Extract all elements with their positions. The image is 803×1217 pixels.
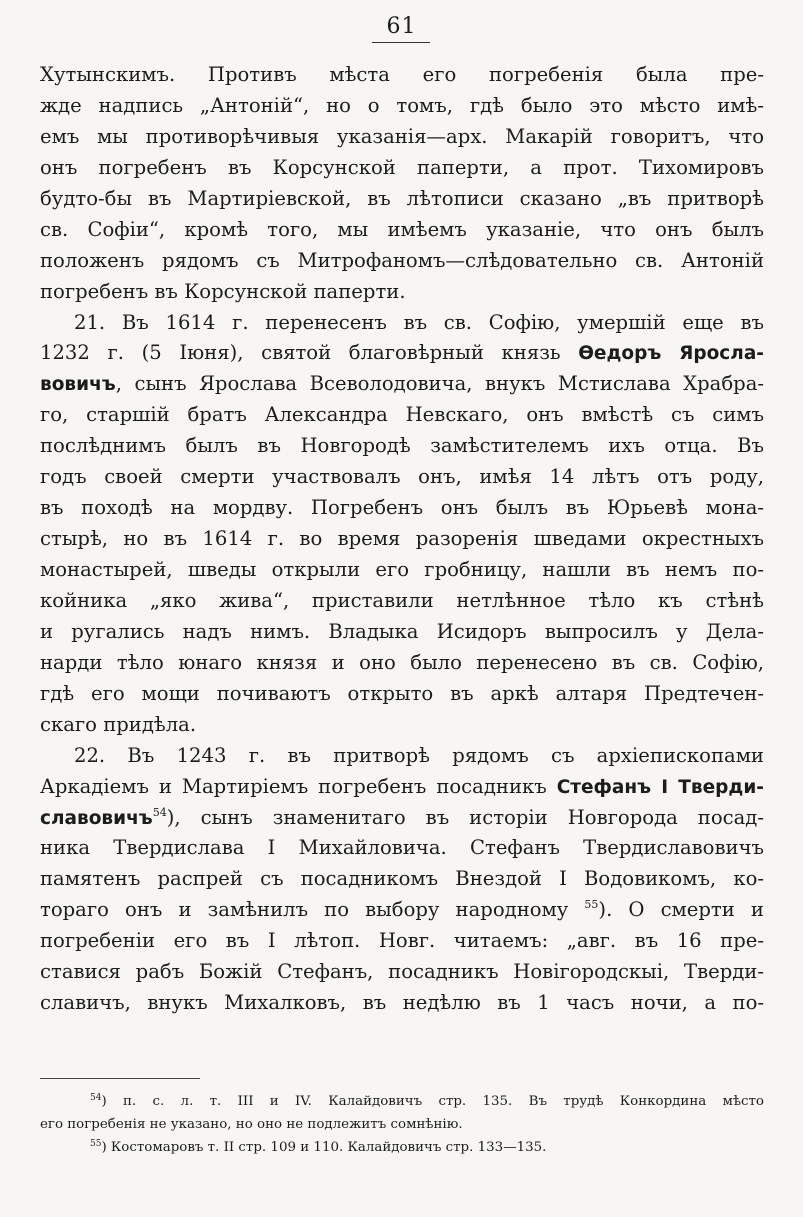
text-line: монастырей, шведы открыли его гробницу, нашли въ немъ по-	[40, 558, 764, 581]
header-rule	[372, 42, 430, 43]
text-line: Хутынскимъ. Противъ мѣста его погребенія была пре-	[40, 63, 764, 86]
text-line: стырѣ, но въ 1614 г. во время разоренія шведами окрестныхъ	[40, 527, 764, 551]
page-number: 61	[386, 14, 417, 39]
person-name-bold: Ѳедоръ Яросла-	[578, 343, 764, 365]
footnote-54	[40, 1090, 764, 1113]
text-line: св. Софіи“, кромѣ того, мы имѣемъ указаніе, что онъ былъ	[40, 217, 764, 241]
footnotes	[40, 1090, 764, 1159]
text-line: гдѣ его мощи почиваютъ открыто въ аркѣ алтаря Предтечен-	[40, 681, 764, 705]
body-text	[40, 60, 764, 1019]
text-line: славичъ, внукъ Михалковъ, въ недѣлю въ 1 часъ ночи, а по-	[40, 991, 764, 1015]
person-name-bold: вовичъ	[40, 374, 116, 396]
person-name-bold: Стефанъ I Тверди-	[556, 776, 764, 798]
text-line: 22. Въ 1243 г. въ притворѣ рядомъ съ архіепископами	[74, 743, 764, 767]
text-line: койника „яко жива“, приставили нетлѣнное тѣло къ стѣнѣ	[40, 588, 764, 612]
footnote-54-cont: его погребенія не указано, но оно не подлежитъ сомнѣнію.	[40, 1117, 463, 1132]
text-line: жде надпись „Антоній“, но о томъ, гдѣ было это мѣсто имѣ-	[40, 93, 764, 117]
footnote-ref[interactable]: 54	[152, 805, 167, 819]
text-line: 21. Въ 1614 г. перенесенъ въ св. Софію, умершій еще въ	[74, 310, 764, 334]
text-segment: тораго онъ и замѣнилъ по выбору народному	[40, 898, 585, 922]
text-line: нарди тѣло юнаго князя и оно было перенесено въ св. Софію,	[40, 650, 764, 674]
text-segment: , сынъ Ярослава Всеволодовича, внукъ Мстислава Храбра-	[115, 372, 764, 396]
footnote-ref[interactable]: 55	[584, 898, 599, 912]
text-line	[40, 369, 764, 400]
footnote-mark: 54	[90, 1093, 102, 1103]
text-line: послѣднимъ былъ въ Новгородѣ замѣстителемъ ихъ отца. Въ	[40, 434, 764, 458]
footnote-mark: 55	[90, 1139, 102, 1149]
text-segment: ). О смерти и	[598, 898, 764, 922]
text-line: годъ своей смерти участвовалъ онъ, имѣя 14 лѣтъ отъ роду,	[40, 465, 764, 489]
text-line	[40, 895, 764, 926]
text-segment: Аркадіемъ и Мартиріемъ погребенъ посадникъ	[40, 774, 557, 798]
footnote-rule	[40, 1078, 200, 1079]
text-line: погребенъ въ Корсунской паперти.	[40, 279, 406, 303]
text-line: го, старшій братъ Александра Невскаго, онъ вмѣстѣ съ симъ	[40, 403, 764, 427]
text-line	[40, 338, 764, 369]
text-line: ставися рабъ Божій Стефанъ, посадникъ Новігородскыі, Тверди-	[40, 960, 764, 984]
footnote-55	[40, 1136, 764, 1159]
text-line: положенъ рядомъ съ Митрофаномъ—слѣдовательно св. Антоній	[40, 248, 764, 272]
text-segment: ), сынъ знаменитаго въ исторіи Новгорода посад-	[166, 805, 764, 829]
text-line: емъ мы противорѣчивыя указанія—арх. Макарій говоритъ, что	[40, 124, 764, 148]
footnote-text: ) Костомаровъ т. II стр. 109 и 110. Калайдовичъ стр. 133—135.	[101, 1140, 547, 1155]
person-name-bold: славовичъ	[40, 807, 153, 829]
text-line	[40, 772, 764, 803]
text-line: скаго придѣла.	[40, 712, 197, 736]
text-line: будто-бы въ Мартиріевской, въ лѣтописи сказано „въ притворѣ	[40, 186, 764, 210]
text-segment: 1232 г. (5 Іюня), святой благовѣрный князь	[40, 341, 579, 365]
text-line: ника Твердислава I Михайловича. Стефанъ Твердиславовичъ	[40, 836, 764, 860]
text-line: и ругались надъ нимъ. Владыка Исидоръ выпросилъ у Дела-	[40, 619, 764, 643]
text-line: онъ погребенъ въ Корсунской паперти, а прот. Тихомировъ	[40, 155, 764, 179]
text-line: въ походѣ на мордву. Погребенъ онъ былъ въ Юрьевѣ мона-	[40, 496, 764, 520]
text-line: погребеніи его въ I лѣтоп. Новг. читаемъ: „авг. въ 16 пре-	[40, 929, 764, 953]
text-line: памятенъ распрей съ посадникомъ Внездой I Водовикомъ, ко-	[40, 867, 764, 891]
footnote-text: ) п. с. л. т. III и IV. Калайдовичъ стр. 135. Въ трудѣ Конкордина мѣсто	[101, 1094, 764, 1109]
text-line	[40, 803, 764, 834]
